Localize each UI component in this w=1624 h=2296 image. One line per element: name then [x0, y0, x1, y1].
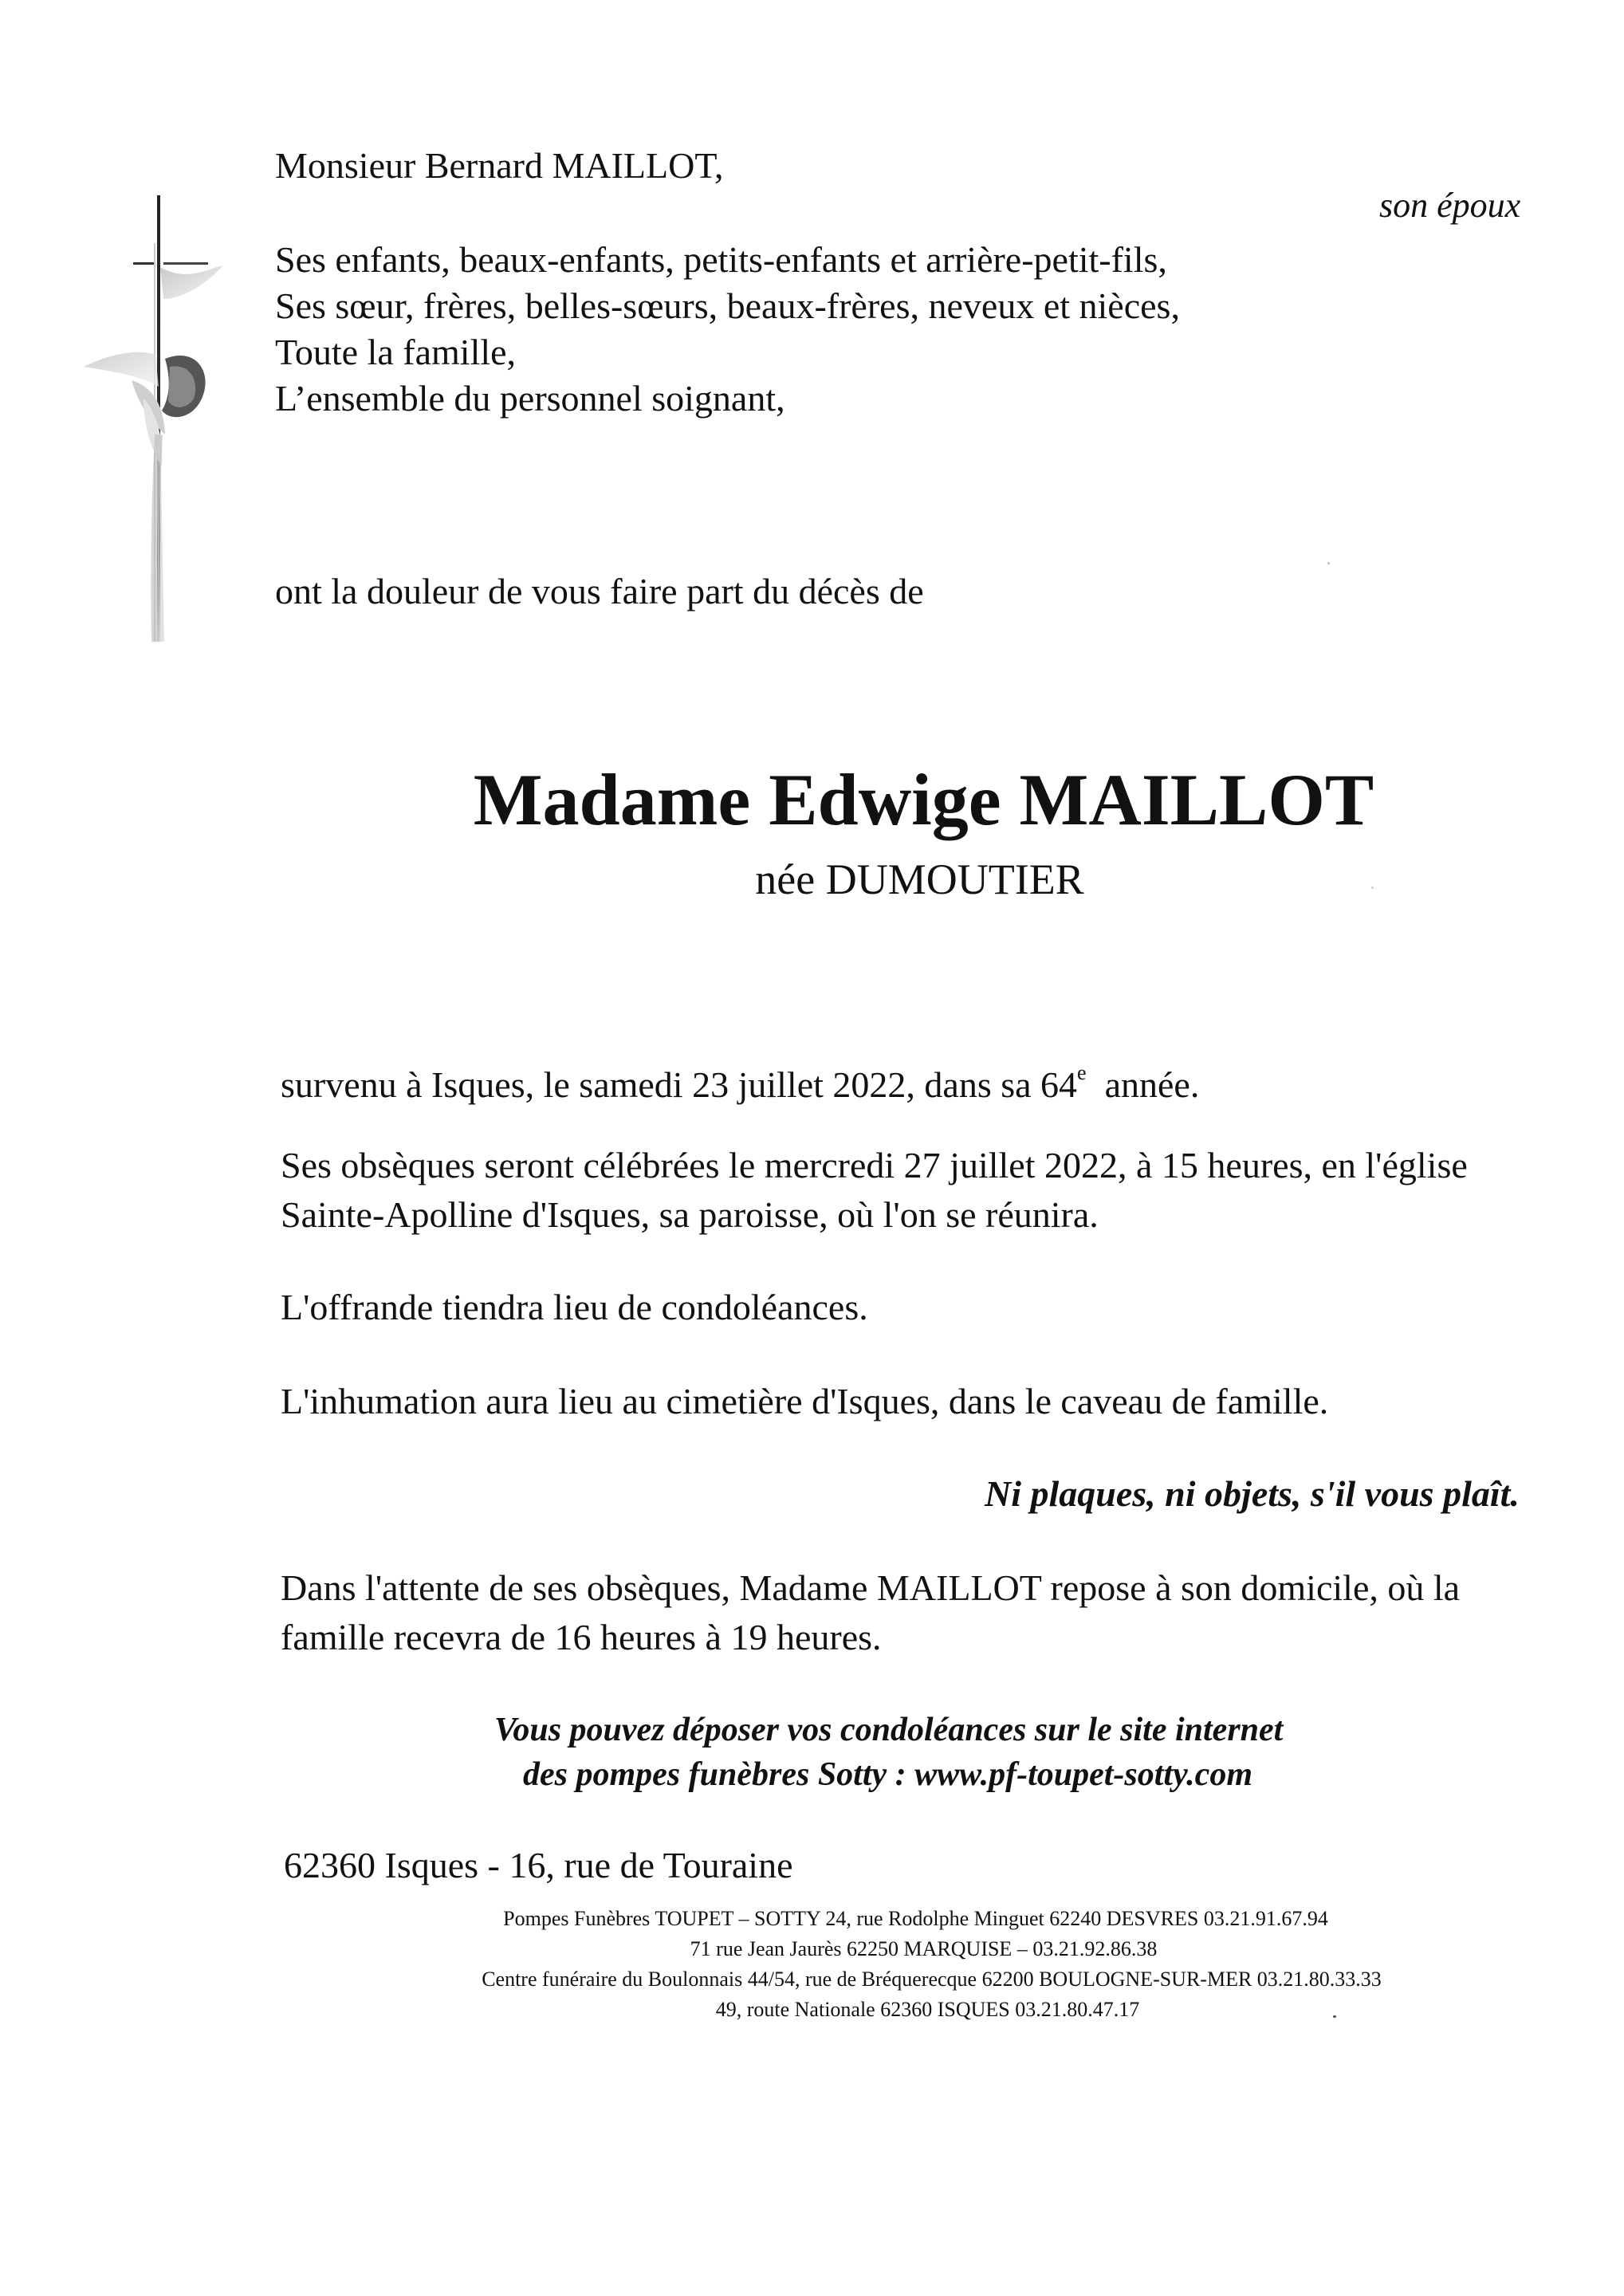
footer-line: Pompes Funèbres TOUPET – SOTTY 24, rue Rodolphe Minguet 62240 DESVRES 03.21.91.67.94 — [503, 1907, 1328, 1930]
footer-line: 49, route Nationale 62360 ISQUES 03.21.80.47.17 — [715, 1998, 1140, 2021]
husband-line: Monsieur Bernard MAILLOT, — [275, 145, 724, 186]
wake-line-1: Dans l'attente de ses obsèques, Madame MAILLOT repose à son domicile, où la — [281, 1567, 1461, 1608]
home-address: 62360 Isques - 16, rue de Touraine — [284, 1845, 793, 1885]
wake-line-2: famille recevra de 16 heures à 19 heures. — [281, 1617, 882, 1657]
death-text-end: année. — [1104, 1064, 1200, 1105]
scan-speck — [1333, 2015, 1336, 2018]
family-line: Ses sœur, frères, belles-sœurs, beaux-frères, neveux et nièces, — [275, 285, 1180, 326]
family-line: Toute la famille, — [275, 332, 517, 372]
condolences-line-2: des pompes funèbres Sotty : www.pf-toupet-sotty.com — [523, 1756, 1252, 1793]
family-line: Ses enfants, beaux-enfants, petits-enfants et arrière-petit-fils, — [275, 239, 1167, 280]
death-details — [281, 1049, 1199, 1109]
funeral-home-footer — [0, 1904, 1624, 2025]
announcement-line: ont la douleur de vous faire part du décès de — [275, 571, 924, 611]
death-text: survenu à Isques, le samedi 23 juillet 2022, dans sa 64 — [281, 1064, 1078, 1105]
burial-line: L'inhumation aura lieu au cimetière d'Isques, dans le caveau de famille. — [281, 1381, 1329, 1421]
funeral-line-2: Sainte-Apolline d'Isques, sa paroisse, où l'on se réunira. — [281, 1194, 1099, 1235]
cross-with-lily-icon — [76, 195, 235, 690]
funeral-line-1: Ses obsèques seront célébrées le mercredi 27 juillet 2022, à 15 heures, en l'église — [281, 1145, 1468, 1185]
offering-line: L'offrande tiendra lieu de condoléances. — [281, 1287, 868, 1327]
husband-relation: son époux — [1379, 186, 1521, 225]
scan-speck — [1327, 562, 1330, 564]
family-list — [275, 236, 1180, 421]
footer-line: 71 rue Jean Jaurès 62250 MARQUISE – 03.21.92.86.38 — [690, 1937, 1158, 1960]
deceased-name: Madame Edwige MAILLOT — [473, 759, 1374, 840]
scan-speck — [1371, 887, 1374, 889]
condolences-line-1: Vous pouvez déposer vos condoléances sur le site internet — [494, 1712, 1284, 1748]
ordinal-suffix: e — [1077, 1061, 1087, 1084]
no-flowers-notice: Ni plaques, ni objets, s'il vous plaît. — [985, 1473, 1520, 1514]
deceased-birth-name: née DUMOUTIER — [755, 855, 1084, 903]
footer-line: Centre funéraire du Boulonnais 44/54, rue de Bréquerecque 62200 BOULOGNE-SUR-MER 03.21.80.33.33 — [482, 1968, 1382, 1991]
family-line: L’ensemble du personnel soignant, — [275, 378, 785, 419]
